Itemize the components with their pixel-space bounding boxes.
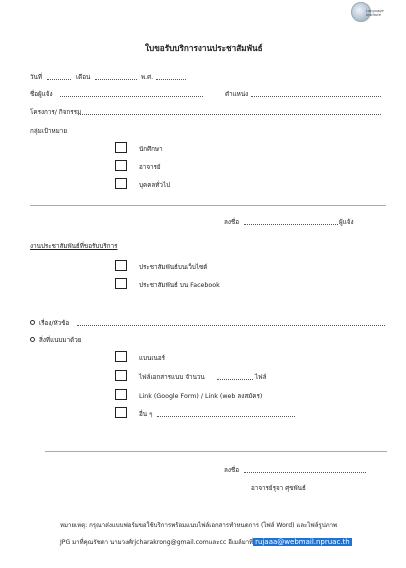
- target-student-checkbox[interactable]: [115, 142, 127, 153]
- attach-other-field[interactable]: [157, 416, 295, 417]
- target-student-label: นักศึกษา: [139, 146, 163, 153]
- attach-doc-checkbox[interactable]: [115, 370, 127, 381]
- position-field[interactable]: [251, 96, 381, 97]
- form-title: ใบขอรับบริการงานประชาสัมพันธ์: [145, 43, 263, 53]
- officer-name: อาจารย์รุจา ศุขพันธ์: [251, 485, 306, 492]
- project-label: โครงการ/ กิจกรรม: [30, 109, 82, 116]
- attach-doc-suffix: ไฟล์: [255, 374, 267, 381]
- target-lecturer-label: อาจารย์: [139, 164, 161, 171]
- logo-text: Language Institute: [366, 9, 384, 18]
- service-website-checkbox[interactable]: [115, 260, 127, 271]
- email-highlight[interactable]: rujaaa@webmail.npruac.th: [255, 538, 350, 546]
- attach-doc-prefix: ไฟล์เอกสารแนบ จำนวน: [139, 374, 205, 381]
- date-field[interactable]: [47, 79, 71, 80]
- service-facebook-label: ประชาสัมพันธ์ บน Facebook: [139, 282, 220, 289]
- attachments-bullet-icon: [30, 337, 35, 342]
- sign2-field[interactable]: [244, 472, 366, 473]
- month-field[interactable]: [95, 79, 137, 80]
- month-label: เดือน: [76, 74, 91, 81]
- note-line-2-text: JPG มาที่คุณรัชดา นามวงศ์rjcharakrong@gmail.comและcc อีเมล์มาที่: [60, 539, 254, 546]
- divider-bottom: [45, 451, 387, 452]
- service-heading: งานประชาสัมพันธ์ที่ขอรับบริการ: [30, 243, 118, 250]
- year-label: พ.ศ.: [141, 74, 154, 81]
- target-label: กลุ่มเป้าหมาย: [30, 128, 68, 135]
- sign-label: ลงชื่อ: [224, 219, 239, 226]
- year-field[interactable]: [156, 79, 186, 80]
- subject-label: เรื่อง/หัวข้อ: [39, 320, 70, 327]
- attach-other-checkbox[interactable]: [115, 407, 127, 418]
- attach-other-label: อื่น ๆ: [139, 411, 153, 418]
- position-label: ตำแหน่ง: [225, 91, 249, 98]
- note-line-1: หมายเหตุ: กรุณาส่งแบบฟอร์มขอใช้บริการพร้อมแนบไฟล์เอกสารทำหนดการ (ไฟล์ Word) และไฟล์รูปภาพ: [60, 522, 338, 529]
- note-line-2: [60, 537, 352, 547]
- project-field[interactable]: [78, 114, 381, 115]
- attachments-label: สิ่งที่แนบมาด้วย: [39, 337, 82, 344]
- subject-field[interactable]: [77, 325, 385, 326]
- target-public-checkbox[interactable]: [115, 178, 127, 189]
- sign2-label: ลงชื่อ: [224, 467, 239, 474]
- target-lecturer-checkbox[interactable]: [115, 160, 127, 171]
- attach-doc-count-field[interactable]: [217, 379, 253, 380]
- target-public-label: บุคคลทั่วไป: [139, 182, 171, 189]
- requester-field[interactable]: [60, 96, 203, 97]
- service-facebook-checkbox[interactable]: [115, 278, 127, 289]
- subject-bullet-icon: [30, 320, 35, 325]
- attach-banner-label: แบนเนอร์: [139, 355, 165, 362]
- requester-label: ชื่อผู้แจ้ง: [30, 91, 53, 98]
- service-website-label: ประชาสัมพันธ์บนเว็บไซต์: [139, 264, 208, 271]
- requester-suffix: ผู้แจ้ง: [339, 219, 354, 226]
- divider-top: [30, 205, 386, 206]
- attach-link-label: Link (Google Form) / Link (web ลงสมัคร): [139, 393, 263, 400]
- attach-link-checkbox[interactable]: [115, 389, 127, 400]
- attach-banner-checkbox[interactable]: [115, 351, 127, 362]
- sign-field[interactable]: [244, 224, 338, 225]
- date-label: วันที่: [30, 74, 42, 81]
